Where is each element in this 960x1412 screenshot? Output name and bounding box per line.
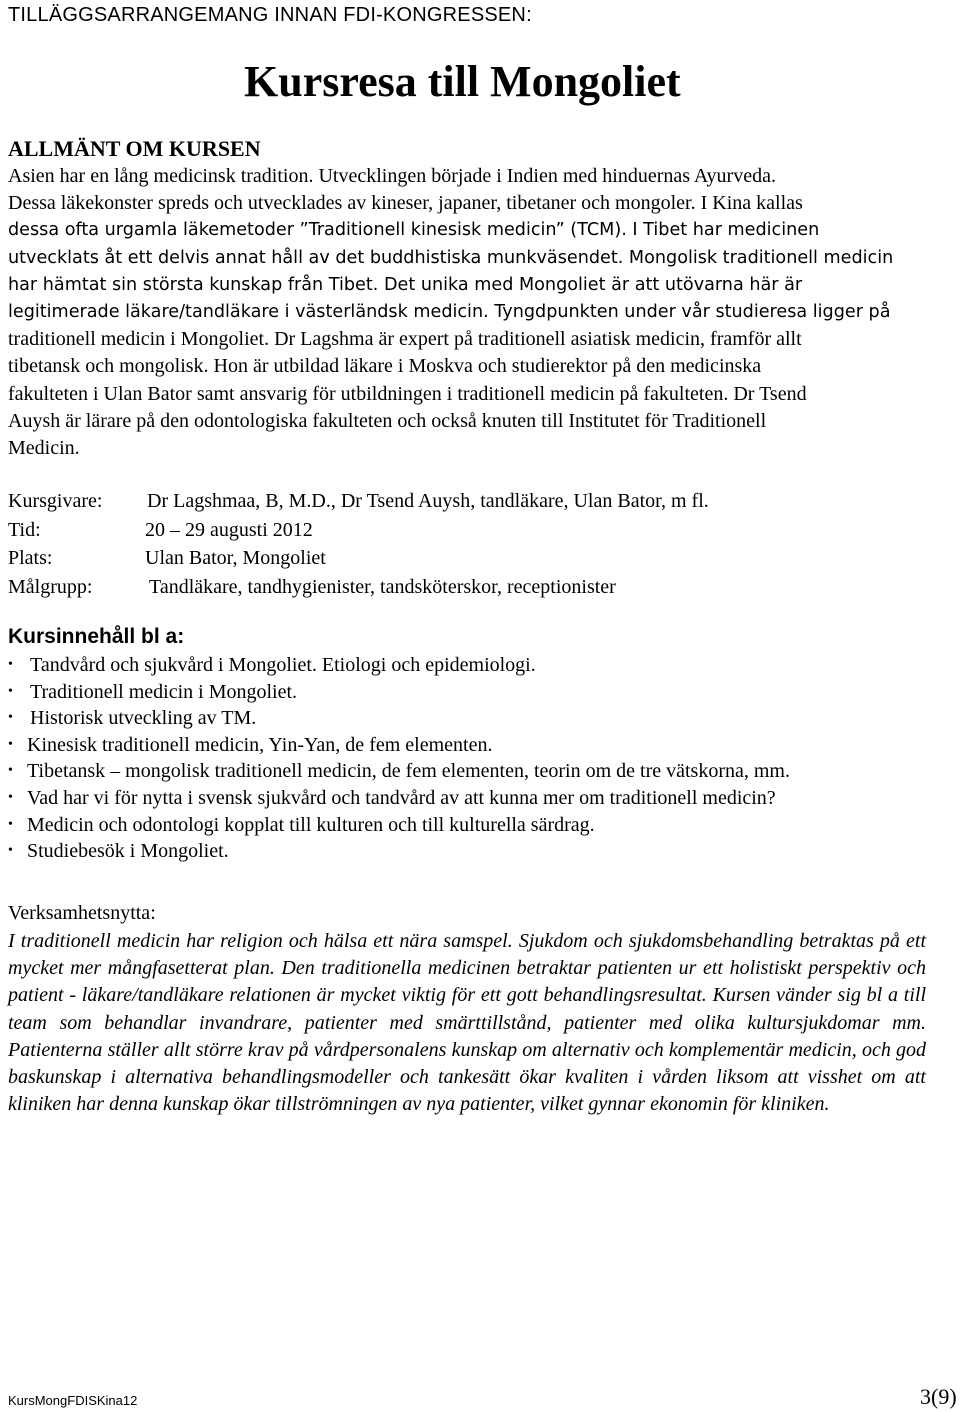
bullet-icon: • [8, 657, 13, 672]
bullet-icon: • [8, 683, 13, 699]
bullet-icon: • [8, 710, 13, 726]
fact-label: Tid: [8, 518, 41, 541]
general-line: Auysh är lärare på den odontologiska fakulteten och också knuten till Institutet för Traditionell [8, 409, 767, 432]
bullet-icon: • [8, 763, 13, 779]
page-title: Kursresa till Mongoliet [244, 57, 681, 106]
general-line: tibetansk och mongolisk. Hon är utbildad läkare i Moskva och studierektor på den medicinska [8, 355, 762, 378]
general-line: utvecklats åt ett delvis annat håll av det buddhistiska munkväsendet. Mongolisk traditionell medicin [8, 247, 894, 268]
footer-document-id: KursMongFDISKina12 [8, 1393, 138, 1408]
fact-value: Ulan Bator, Mongoliet [145, 547, 326, 569]
general-line: har hämtat sin största kunskap från Tibet. Det unika med Mongoliet är att utövarna här är [8, 274, 803, 295]
general-line: traditionell medicin i Mongoliet. Dr Lagshma är expert på traditionell asiatisk medicin, framför allt [8, 328, 802, 351]
bullet-icon: • [8, 789, 13, 805]
section-heading-general: ALLMÄNT OM KURSEN [8, 136, 261, 161]
general-description [8, 163, 958, 462]
benefit-label: Verksamhetsnytta: [8, 902, 156, 924]
general-line: dessa ofta urgamla läkemetoder ”Traditionell kinesisk medicin” (TCM). I Tibet har medicinen [8, 220, 820, 241]
page-number: 3(9) [920, 1384, 957, 1409]
general-line: legitimerade läkare/tandläkare i västerländsk medicin. Tyngdpunkten under vår studieresa ligger på [8, 302, 891, 323]
content-heading: Kursinnehåll bl a: [8, 625, 185, 648]
general-line: Dessa läkekonster spreds och utvecklades av kineser, japaner, tibetaner och mongoler. I Kina kallas [8, 192, 803, 215]
bullet-icon: • [8, 843, 13, 859]
fact-label: Plats: [8, 547, 53, 569]
page-header: TILLÄGGSARRANGEMANG INNAN FDI-KONGRESSEN: [8, 4, 532, 26]
fact-value: 20 – 29 augusti 2012 [145, 518, 313, 541]
bullet-icon: • [8, 816, 13, 832]
general-line: Medicin. [8, 437, 80, 460]
fact-label: Kursgivare: [8, 490, 103, 512]
fact-value: Tandläkare, tandhygienister, tandsköterskor, receptionister [149, 575, 616, 598]
benefit-text: I traditionell medicin har religion och hälsa ett nära samspel. Sjukdom och sjukdomsbehandling betraktas på ett mycket mer mångfasetterat plan. Den traditionella medicinen betraktar patienten ur ett holistiskt perspektiv och patient - läkare/tandläkare relationen är mycket viktig för ett gott behandlingsresultat. Kursen vänder sig bl a till team som behandlar invandrare, patienter med smärttillstånd, patienter med olika kultursjukdomar mm. Patienterna ställer allt större krav på vårdpersonalens kunskap om alternativ och komplementär medicin, och god baskunskap i alternativa behandlingsmodeller och tankesätt ökar kvaliten i vården liksom att visshet om att kliniken har denna kunskap ökar tillströmningen av nya patienter, vilket gynnar ekonomin för kliniken. [8, 930, 926, 1116]
fact-label: Målgrupp: [8, 575, 93, 598]
general-line: fakulteten i Ulan Bator samt ansvarig för utbildningen i traditionell medicin på fakulteten. Dr Tsend [8, 382, 807, 405]
fact-value: Dr Lagshmaa, B, M.D., Dr Tsend Auysh, tandläkare, Ulan Bator, m fl. [147, 490, 709, 512]
bullet-icon: • [8, 736, 13, 752]
general-line: Asien har en lång medicinsk tradition. Utvecklingen började i Indien med hinduernas Ayurveda. [8, 165, 776, 187]
